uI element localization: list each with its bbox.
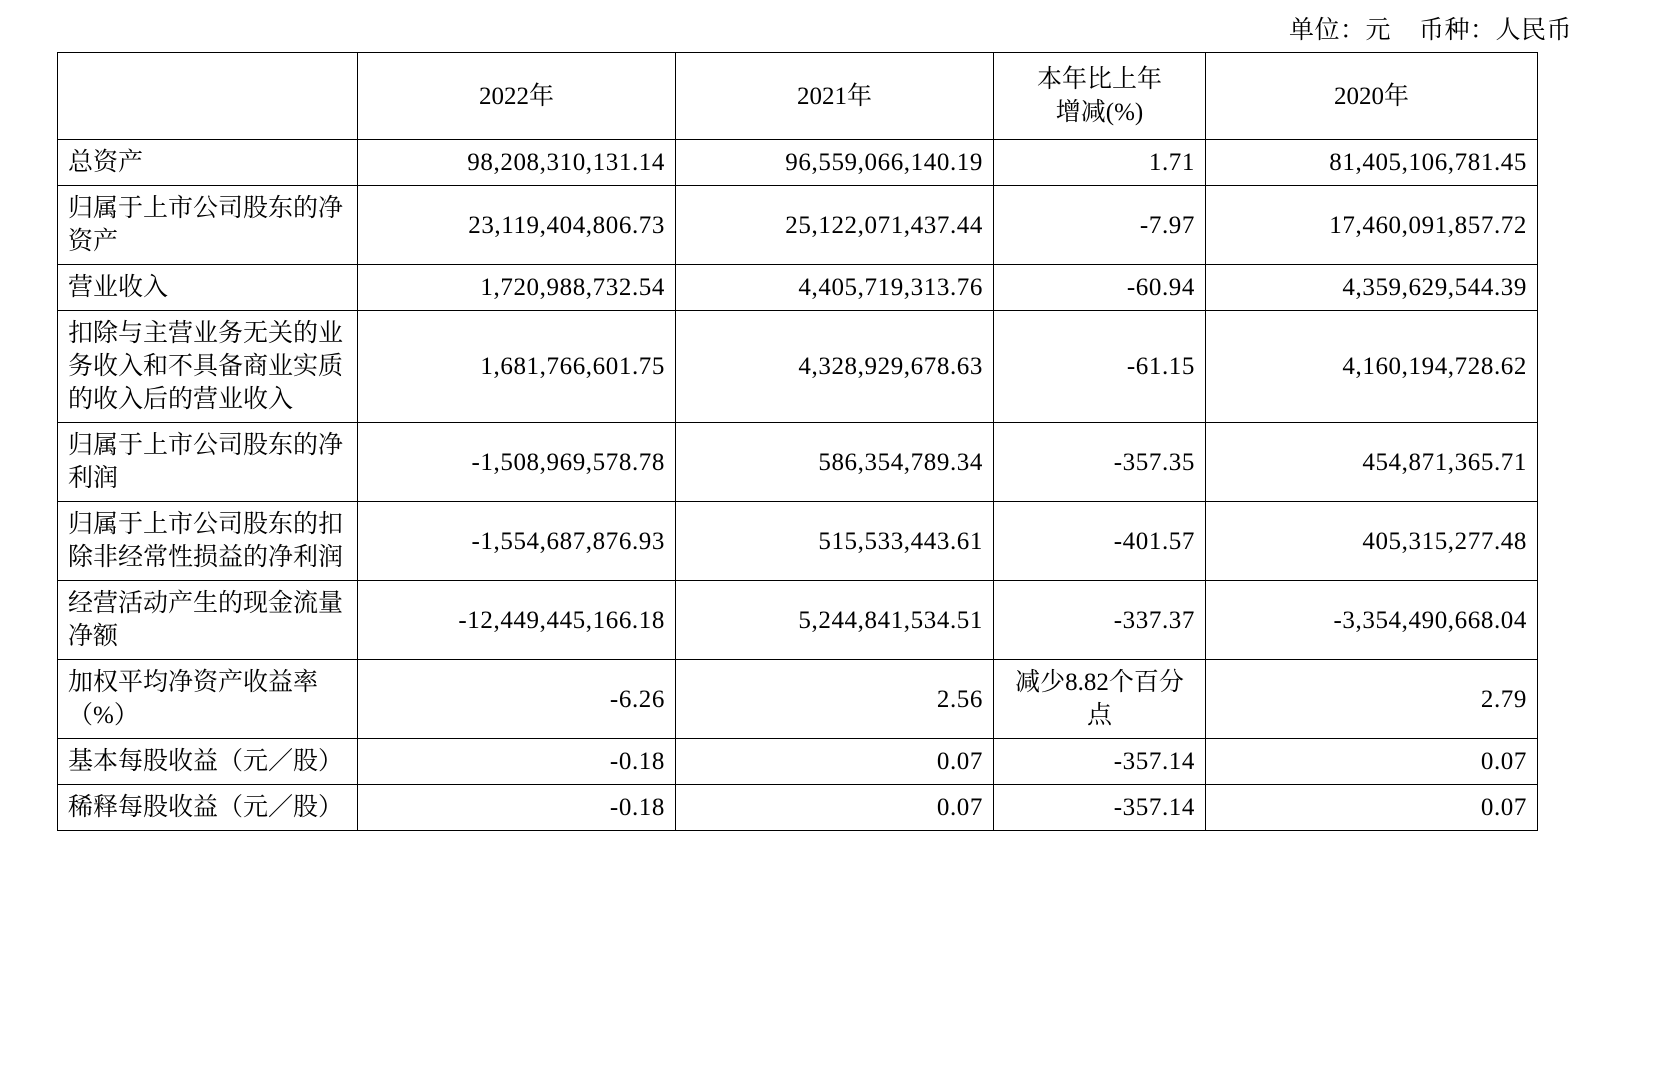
cell-2020: 81,405,106,781.45 — [1206, 140, 1538, 186]
cell-2022: -0.18 — [358, 739, 676, 785]
row-label: 营业收入 — [58, 265, 358, 311]
cell-2022: -1,508,969,578.78 — [358, 423, 676, 502]
table-row — [58, 660, 1538, 739]
table-row — [58, 581, 1538, 660]
table-header-row — [58, 53, 1538, 140]
row-label: 扣除与主营业务无关的业务收入和不具备商业实质的收入后的营业收入 — [58, 311, 358, 423]
financial-summary-table — [57, 52, 1538, 831]
cell-2022: 23,119,404,806.73 — [358, 186, 676, 265]
header-cell-indicator — [58, 53, 358, 140]
row-label: 归属于上市公司股东的净利润 — [58, 423, 358, 502]
cell-2020: 4,160,194,728.62 — [1206, 311, 1538, 423]
header-change-line1: 本年比上年 — [1036, 66, 1162, 93]
cell-2021: 2.56 — [676, 660, 994, 739]
cell-2021: 4,405,719,313.76 — [676, 265, 994, 311]
cell-2021: 25,122,071,437.44 — [676, 186, 994, 265]
table-row — [58, 739, 1538, 785]
cell-change: -7.97 — [994, 186, 1206, 265]
cell-2021: 586,354,789.34 — [676, 423, 994, 502]
cell-change: 1.71 — [994, 140, 1206, 186]
table-header — [58, 53, 1538, 140]
table-row — [58, 186, 1538, 265]
cell-2022: -1,554,687,876.93 — [358, 502, 676, 581]
cell-change: -357.14 — [994, 785, 1206, 831]
header-cell-change — [994, 53, 1206, 140]
cell-2021: 5,244,841,534.51 — [676, 581, 994, 660]
table-row — [58, 265, 1538, 311]
header-cell-2021: 2021年 — [676, 53, 994, 140]
cell-2020: 0.07 — [1206, 739, 1538, 785]
table-row — [58, 502, 1538, 581]
cell-change: -401.57 — [994, 502, 1206, 581]
cell-2021: 0.07 — [676, 739, 994, 785]
table-row — [58, 423, 1538, 502]
unit-currency-line — [0, 10, 1572, 46]
cell-2020: 4,359,629,544.39 — [1206, 265, 1538, 311]
cell-2020: 0.07 — [1206, 785, 1538, 831]
header-change-line2: 增减(%) — [1055, 99, 1144, 126]
cell-2020: 17,460,091,857.72 — [1206, 186, 1538, 265]
cell-2021: 96,559,066,140.19 — [676, 140, 994, 186]
cell-change: -357.14 — [994, 739, 1206, 785]
cell-2020: 2.79 — [1206, 660, 1538, 739]
table-row — [58, 785, 1538, 831]
table-row — [58, 140, 1538, 186]
cell-2020: 405,315,277.48 — [1206, 502, 1538, 581]
header-cell-2020: 2020年 — [1206, 53, 1538, 140]
row-label: 基本每股收益（元／股） — [58, 739, 358, 785]
cell-change: -61.15 — [994, 311, 1206, 423]
cell-2021: 0.07 — [676, 785, 994, 831]
cell-2022: -0.18 — [358, 785, 676, 831]
cell-change: -60.94 — [994, 265, 1206, 311]
header-cell-2022: 2022年 — [358, 53, 676, 140]
row-label: 经营活动产生的现金流量净额 — [58, 581, 358, 660]
cell-change: 减少8.82个百分点 — [994, 660, 1206, 739]
row-label: 加权平均净资产收益率（%） — [58, 660, 358, 739]
table-body — [58, 140, 1538, 831]
cell-2020: 454,871,365.71 — [1206, 423, 1538, 502]
row-label: 总资产 — [58, 140, 358, 186]
currency-label: 币种：人民币 — [1418, 17, 1572, 44]
cell-change: -357.35 — [994, 423, 1206, 502]
row-label: 稀释每股收益（元／股） — [58, 785, 358, 831]
cell-2022: 1,681,766,601.75 — [358, 311, 676, 423]
cell-change: -337.37 — [994, 581, 1206, 660]
cell-2021: 515,533,443.61 — [676, 502, 994, 581]
cell-2020: -3,354,490,668.04 — [1206, 581, 1538, 660]
unit-label: 单位：元 — [1288, 17, 1391, 44]
cell-2022: 98,208,310,131.14 — [358, 140, 676, 186]
cell-2022: -6.26 — [358, 660, 676, 739]
table-row — [58, 311, 1538, 423]
row-label: 归属于上市公司股东的扣除非经常性损益的净利润 — [58, 502, 358, 581]
cell-2022: 1,720,988,732.54 — [358, 265, 676, 311]
row-label: 归属于上市公司股东的净资产 — [58, 186, 358, 265]
cell-2021: 4,328,929,678.63 — [676, 311, 994, 423]
cell-2022: -12,449,445,166.18 — [358, 581, 676, 660]
